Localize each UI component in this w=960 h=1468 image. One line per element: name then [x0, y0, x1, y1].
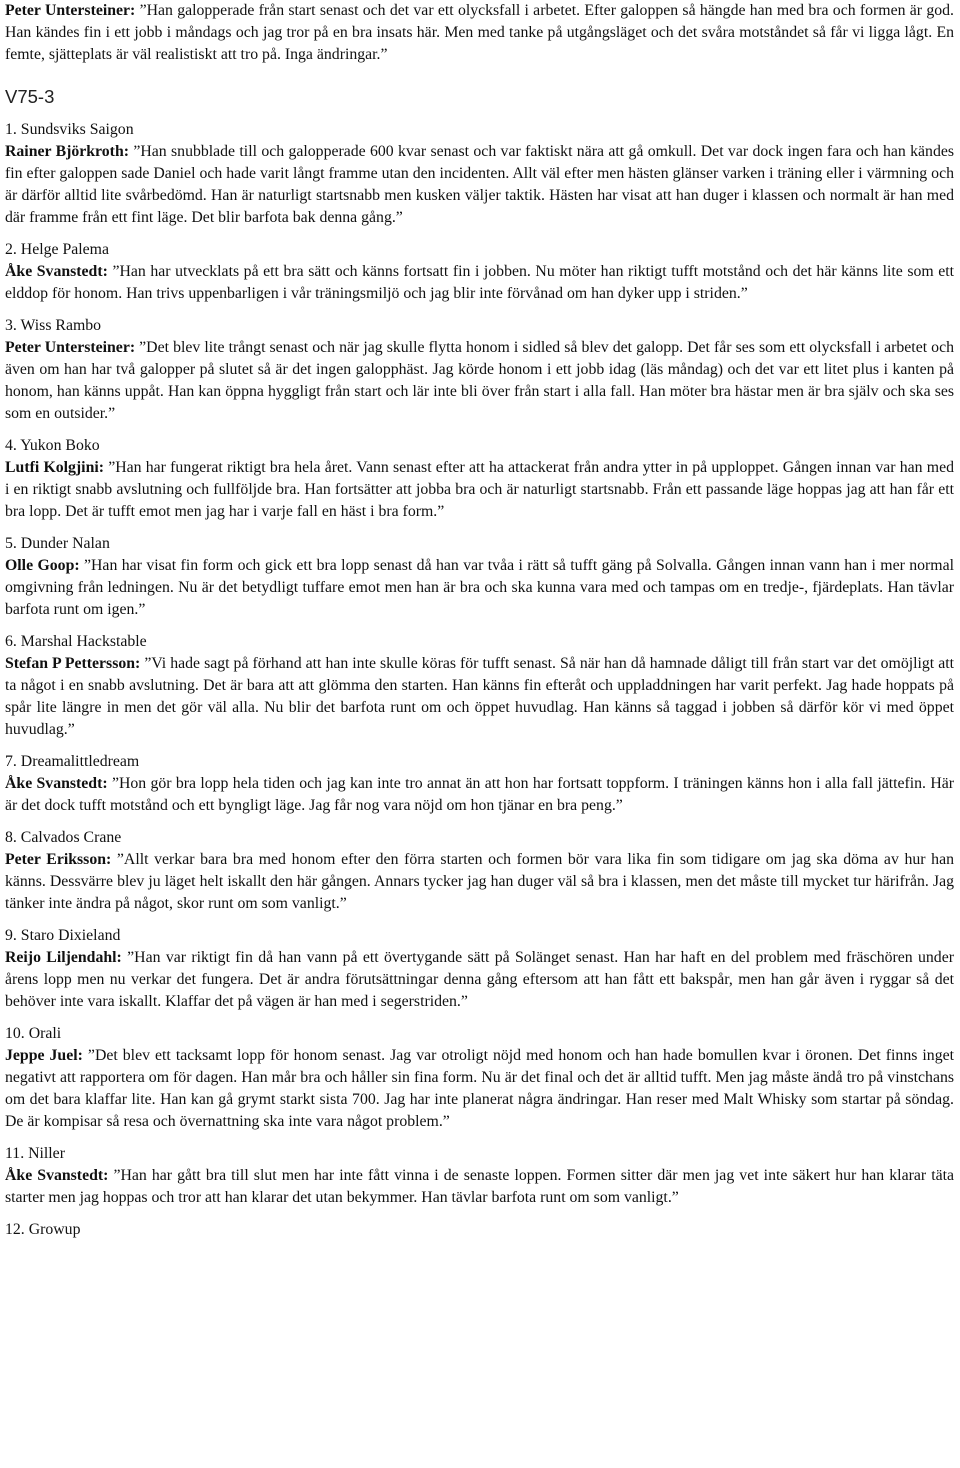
- entry-speaker: Olle Goop:: [5, 557, 80, 574]
- section-heading: V75-3: [5, 86, 55, 107]
- intro-speaker: Peter Untersteiner:: [5, 2, 136, 19]
- entry-title: 11. Niller: [5, 1145, 65, 1162]
- entry-paragraph: [5, 555, 954, 621]
- entry-text: ”Vi hade sagt på förhand att han inte skulle köras för tufft senast. Så när han då hamnade dåligt till från start var det omöjligt att ta något i en snabb avslutning. Det är bara att att glömma den starten. Han känns fin efteråt och uppladdningen har varit perfekt. Jag hade hoppats på spår lite längre in men det gör väl alla. Nu blir det barfota runt om och öppet huvudlag. Han känns så taggad i jobben så därför kör vi med öppet huvudlag.”: [5, 655, 955, 738]
- entry-title: 1. Sundsviks Saigon: [5, 121, 134, 138]
- entry-speaker: Jeppe Juel:: [5, 1047, 83, 1064]
- entry-paragraph: [5, 141, 954, 229]
- intro-text: ”Han galopperade från start senast och det var ett olycksfall i arbetet. Efter galoppen så hängde han med bra och formen är god. Han kändes fin i ett jobb i måndags och jag tror på en bra insats här. Men med tanke på utgångsläget och det svåra motståndet så får vi ligga lågt. En femte, sjätteplats är väl realistiskt att tro på. Inga ändringar.”: [5, 2, 954, 63]
- entry-speaker: Peter Eriksson:: [5, 851, 112, 868]
- entry-speaker: Åke Svanstedt:: [5, 263, 108, 280]
- entry-9: [5, 925, 954, 1013]
- entry-text: ”Det blev ett tacksamt lopp för honom senast. Jag var otroligt nöjd med honom och han hade bomullen kvar i öronen. Det finns inget negativt att rapportera om för dagen. Han mår bra och håller sin fina form. Nu är det final och det är alltid tufft. Men jag måste ändå tro på vinstchans om det bara klaffar lite. Han kan gå grymt starkt sista 700. Jag har inte planerat några ändringar. Han reser med Malt Whisky som startar på söndag. De är kompisar så resa och övernattning ska inte vara något problem.”: [5, 1047, 954, 1130]
- entry-6: [5, 631, 954, 741]
- entry-speaker: Peter Untersteiner:: [5, 339, 136, 356]
- entry-2: [5, 239, 954, 305]
- entry-paragraph: [5, 653, 954, 741]
- entry-paragraph: [5, 849, 954, 915]
- entry-paragraph: [5, 337, 954, 425]
- entry-title: 5. Dunder Nalan: [5, 535, 110, 552]
- entry-title: 9. Staro Dixieland: [5, 927, 121, 944]
- entry-title: 7. Dreamalittledream: [5, 753, 140, 770]
- entry-paragraph: [5, 457, 954, 523]
- entry-text: ”Han har utvecklats på ett bra sätt och känns fortsatt fin i jobben. Nu möter han riktigt tufft motstånd och det här känns lite som ett elddop för honom. Han trivs uppenbarligen i vår träningsmiljö och jag blir inte förvånad om han dyker upp i striden.”: [5, 263, 955, 302]
- entry-speaker: Rainer Björkroth:: [5, 143, 129, 160]
- entry-paragraph: [5, 1045, 954, 1133]
- entry-4: [5, 435, 954, 523]
- entry-speaker: Lutfi Kolgjini:: [5, 459, 105, 476]
- entry-title: 4. Yukon Boko: [5, 437, 100, 454]
- entry-text: ”Hon gör bra lopp hela tiden och jag kan inte tro annat än att hon har fortsatt toppform. I träningen känns hon i alla fall jättefin. Här är det dock tufft motstånd och ett byngligt läge. Jag får nog vara nöjd om hon tjänar en bra peng.”: [5, 775, 954, 814]
- intro-paragraph: [5, 0, 954, 66]
- entry-7: [5, 751, 954, 817]
- entry-speaker: Åke Svanstedt:: [5, 775, 108, 792]
- entry-text: ”Han har fungerat riktigt bra hela året. Vann senast efter att ha attackerat från andra ytter in på upploppet. Gången innan var han med i en riktigt snabb avslutning och fullföljde bra. Han fortsätter att jobba bra och är naturligt startsnabb. Från ett passande läge hoppas jag att han får ett bra lopp. Det är tufft emot men jag har i varje fall en häst i bra form.”: [5, 459, 954, 520]
- entry-5: [5, 533, 954, 621]
- entry-10: [5, 1023, 954, 1133]
- entry-paragraph: [5, 773, 954, 817]
- entry-speaker: Reijo Liljendahl:: [5, 949, 122, 966]
- entry-text: ”Han har gått bra till slut men har inte fått vinna i de senaste loppen. Formen sitter där men jag vet inte säkert hur han klarar täta starter men jag hoppas och tror att han klarar det utan bekymmer. Han tävlar barfota runt om som vanligt.”: [5, 1167, 954, 1206]
- entry-speaker: Stefan P Pettersson:: [5, 655, 141, 672]
- entry-paragraph: [5, 261, 954, 305]
- entry-paragraph: [5, 1165, 954, 1209]
- entry-text: ”Allt verkar bara bra med honom efter den förra starten och formen bör vara lika fin som tidigare om jag ska döma av hur han känns. Dessvärre blev ju läget helt iskallt den här gången. Annars tycker jag han duger väl så bra i klassen, men det måste till mycket tur härifrån. Jag tänker inte ändra på något, skor runt om som vanligt.”: [5, 851, 954, 912]
- entry-text: ”Det blev lite trångt senast och när jag skulle flytta honom i sidled så blev det galopp. Det får ses som ett olycksfall i arbetet och även om han har två galopper på slutet så är det ingen galopphäst. Jag körde honom i ett jobb idag (läs måndag) och det var ett litet plus i kanten på honom, han känns uppåt. Han kan öppna hyggligt från start och lär inte bli över från start i alla fall. Han möter bra hästar men är bra själv och ska ses som en outsider.”: [5, 339, 954, 422]
- entry-title: 10. Orali: [5, 1025, 62, 1042]
- entry-title: 2. Helge Palema: [5, 241, 109, 258]
- entry-text: ”Han snubblade till och galopperade 600 kvar senast och var faktiskt nära att gå omkull. Det var dock ingen fara och han kändes fin efter galoppen sade Daniel och hade varit långt framme utan den incidenten. Allt väl efter men hästen glänser varken i träning eller i värmning och är därför alltid lite svårbedömd. Han är naturligt startsnabb men kusken väljer taktik. Hästen har visat att han duger i klassen och normalt är han med där framme från ett fint läge. Det blir barfota bak denna gång.”: [5, 143, 954, 226]
- entry-11: [5, 1143, 954, 1209]
- entry-title: 6. Marshal Hackstable: [5, 633, 147, 650]
- entry-title: 8. Calvados Crane: [5, 829, 122, 846]
- entry-title: 12. Growup: [5, 1221, 81, 1238]
- entry-speaker: Åke Svanstedt:: [5, 1167, 109, 1184]
- entry-text: ”Han var riktigt fin då han vann på ett övertygande sätt på Solänget senast. Han har haft en del problem med fräschören under årens lopp men nu verkar det fungera. Det är andra förutsättningar denna gång eftersom att han fått ett bakspår, men han går även i ryggar så det behöver inte vara iskallt. Klaffar det på vägen är han med i segerstriden.”: [5, 949, 954, 1010]
- entry-1: [5, 119, 954, 229]
- entry-8: [5, 827, 954, 915]
- entry-12: [5, 1219, 954, 1241]
- entry-3: [5, 315, 954, 425]
- entry-paragraph: [5, 947, 954, 1013]
- entry-title: 3. Wiss Rambo: [5, 317, 102, 334]
- entry-text: ”Han har visat fin form och gick ett bra lopp senast då han var tvåa i rätt så tufft gäng på Solvalla. Gången innan vann han i mer normal omgivning från ledningen. Nu är det betydligt tuffare emot men han är bra och ska kunna vara med och tampas om en tredje-, fjärdeplats. Han tävlar barfota runt om igen.”: [5, 557, 954, 618]
